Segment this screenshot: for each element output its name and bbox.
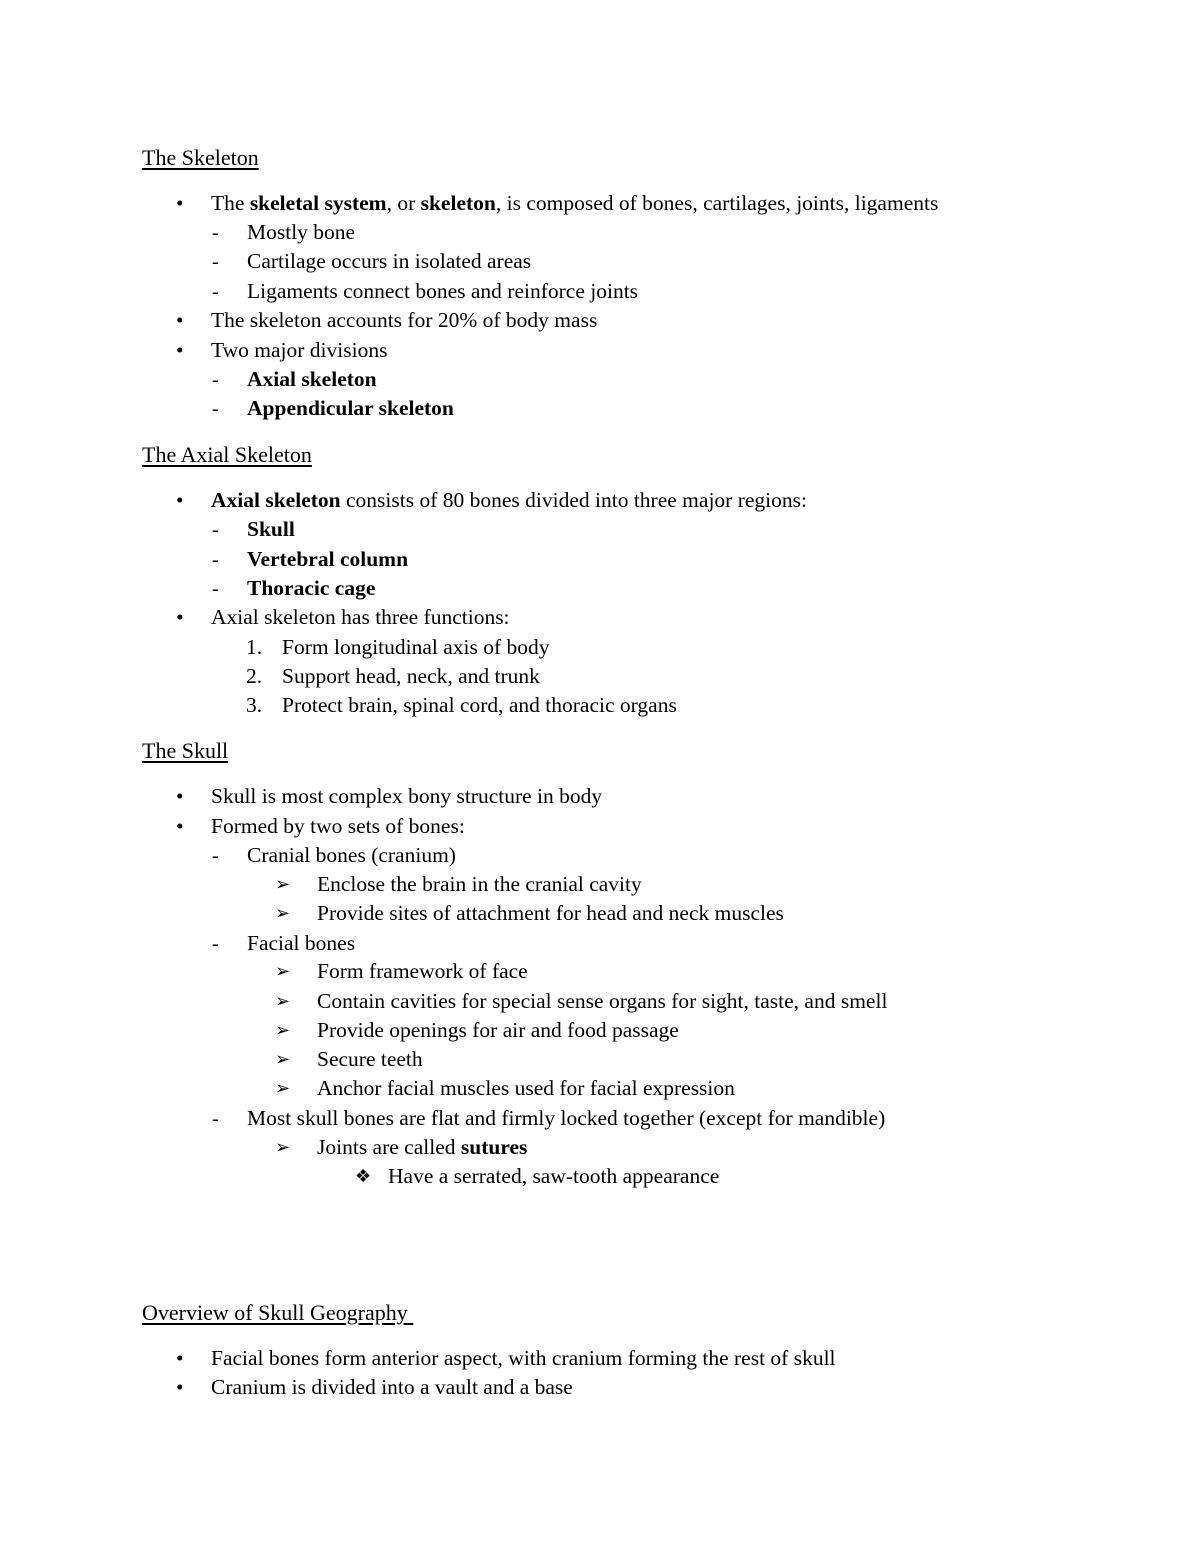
list-item: Vertebral column [247, 547, 409, 571]
text-run: The [211, 191, 250, 215]
list-item: Protect brain, spinal cord, and thoracic organs [282, 693, 677, 717]
list-item [211, 193, 938, 215]
list-item: Ligaments connect bones and reinforce joints [247, 279, 639, 303]
dash-marker: - [212, 222, 219, 244]
list-item: The skeleton accounts for 20% of body mass [211, 308, 598, 332]
list-item: Enclose the brain in the cranial cavity [317, 872, 642, 896]
list-item: Mostly bone [247, 220, 356, 244]
list-item: Provide openings for air and food passage [317, 1018, 679, 1042]
list-item: Skull is most complex bony structure in body [211, 784, 603, 808]
bold-term: sutures [460, 1135, 528, 1159]
text-run: consists of 80 bones divided into three major regions: [340, 488, 807, 512]
list-item: Contain cavities for special sense organs for sight, taste, and smell [317, 989, 888, 1013]
list-item: Appendicular skeleton [247, 396, 454, 420]
dash-marker: - [212, 845, 219, 867]
list-item: Cranial bones (cranium) [247, 843, 456, 867]
text-run: Joints are called [317, 1135, 461, 1159]
bold-term: skeleton [420, 191, 496, 215]
bullet: • [176, 605, 184, 629]
list-item: Anchor facial muscles used for facial expression [317, 1076, 735, 1100]
bullet: • [176, 784, 184, 808]
list-item: Skull [247, 517, 295, 541]
arrow-bullet-icon: ➢ [275, 1020, 291, 1040]
bullet: • [176, 1375, 184, 1399]
list-item: Provide sites of attachment for head and neck muscles [317, 901, 784, 925]
list-item: Cartilage occurs in isolated areas [247, 249, 532, 273]
arrow-bullet-icon: ➢ [275, 961, 291, 981]
list-item: Form longitudinal axis of body [282, 635, 550, 659]
dash-marker: - [212, 281, 219, 303]
list-item: Two major divisions [211, 338, 388, 362]
dash-marker: - [212, 398, 219, 420]
bullet: • [176, 1346, 184, 1370]
list-item: Axial skeleton has three functions: [211, 605, 510, 629]
diamond-bullet-icon: ❖ [355, 1166, 372, 1186]
list-item: Support head, neck, and trunk [282, 664, 540, 688]
section-heading: Overview of Skull Geography [142, 1300, 414, 1325]
list-item: Have a serrated, saw-tooth appearance [388, 1164, 720, 1188]
dash-marker: - [212, 519, 219, 541]
list-item: Secure teeth [317, 1047, 423, 1071]
arrow-bullet-icon: ➢ [275, 991, 291, 1011]
dash-marker: - [212, 369, 219, 391]
list-item: Axial skeleton [247, 367, 377, 391]
text-run: , is composed of bones, cartilages, joints, ligaments [495, 191, 939, 215]
list-item: Thoracic cage [247, 576, 376, 600]
dash-marker: - [212, 1108, 219, 1130]
arrow-bullet-icon: ➢ [275, 1078, 291, 1098]
list-item: Cranium is divided into a vault and a base [211, 1375, 573, 1399]
dash-marker: - [212, 549, 219, 571]
arrow-bullet-icon: ➢ [275, 874, 291, 894]
list-item: Facial bones form anterior aspect, with cranium forming the rest of skull [211, 1346, 836, 1370]
list-item: Facial bones [247, 931, 356, 955]
bold-term: skeletal system [249, 191, 387, 215]
bullet: • [176, 814, 184, 838]
dash-marker: - [212, 251, 219, 273]
arrow-bullet-icon: ➢ [275, 903, 291, 923]
list-item [317, 1137, 527, 1159]
bullet: • [176, 338, 184, 362]
dash-marker: - [212, 578, 219, 600]
bold-term: Axial skeleton [211, 488, 341, 512]
text-run: , or [386, 191, 421, 215]
list-item [211, 490, 807, 512]
bullet: • [176, 191, 184, 215]
dash-marker: - [212, 933, 219, 955]
list-item: Formed by two sets of bones: [211, 814, 465, 838]
list-number: 3. [246, 693, 263, 717]
bullet: • [176, 488, 184, 512]
list-number: 2. [246, 664, 263, 688]
section-heading: The Skull [142, 738, 229, 763]
section-heading: The Axial Skeleton [142, 442, 312, 467]
arrow-bullet-icon: ➢ [275, 1049, 291, 1069]
bullet: • [176, 308, 184, 332]
list-item: Form framework of face [317, 959, 528, 983]
list-number: 1. [246, 635, 263, 659]
section-heading: The Skeleton [142, 145, 259, 170]
list-item: Most skull bones are flat and firmly locked together (except for mandible) [247, 1106, 886, 1130]
arrow-bullet-icon: ➢ [275, 1137, 291, 1157]
